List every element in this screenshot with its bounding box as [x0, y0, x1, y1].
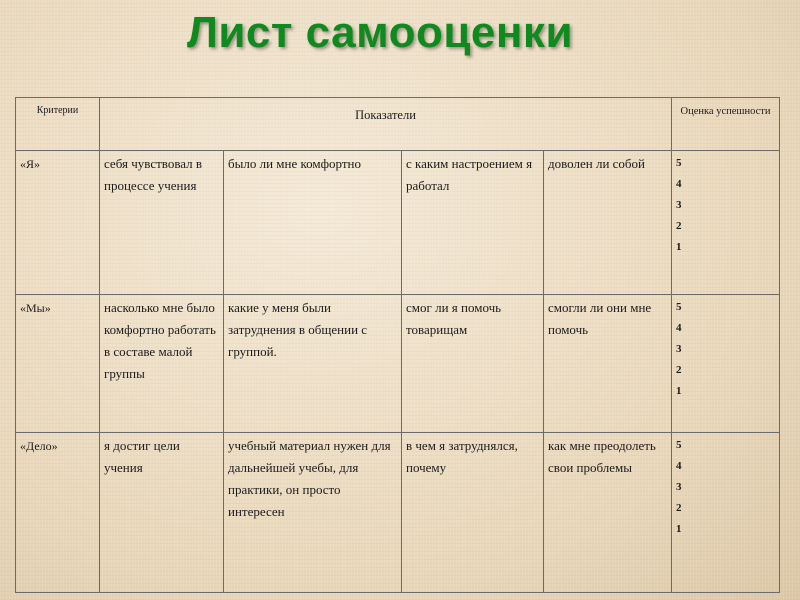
indicator-cell: смог ли я помочь товарищам — [402, 295, 544, 433]
score-value: 1 — [676, 523, 682, 535]
score-value: 2 — [676, 502, 682, 514]
score-value: 1 — [676, 241, 682, 253]
indicator-cell: учебный материал нужен для дальнейшей учебы, для практики, он просто интересен — [224, 433, 402, 593]
score-value: 5 — [676, 301, 682, 313]
indicator-cell: в чем я затруднялся, почему — [402, 433, 544, 593]
indicator-cell: насколько мне было комфортно работать в составе малой группы — [100, 295, 224, 433]
table-row — [16, 151, 780, 295]
indicator-cell: доволен ли собой — [544, 151, 672, 295]
score-value: 2 — [676, 220, 682, 232]
score-value: 5 — [676, 439, 682, 451]
table-header-row — [16, 98, 780, 151]
score-value: 4 — [676, 322, 682, 334]
header-indicators: Показатели — [100, 98, 672, 151]
header-score: Оценка успешности — [672, 98, 780, 151]
indicator-cell: как мне преодолеть свои проблемы — [544, 433, 672, 593]
score-value: 3 — [676, 199, 682, 211]
score-cell — [672, 433, 780, 593]
score-cell — [672, 295, 780, 433]
score-value: 3 — [676, 481, 682, 493]
indicator-cell: я достиг цели учения — [100, 433, 224, 593]
score-value: 1 — [676, 385, 682, 397]
score-value: 4 — [676, 460, 682, 472]
indicator-cell: какие у меня были затруднения в общении с группой. — [224, 295, 402, 433]
indicator-cell: смогли ли они мне помочь — [544, 295, 672, 433]
indicator-cell: с каким настроением я работал — [402, 151, 544, 295]
score-cell — [672, 151, 780, 295]
criterion-cell: «Дело» — [16, 433, 100, 593]
score-value: 2 — [676, 364, 682, 376]
table-row — [16, 295, 780, 433]
score-value: 4 — [676, 178, 682, 190]
self-assessment-table — [15, 97, 780, 593]
page-title: Лист самооценки — [186, 8, 574, 57]
indicator-cell: было ли мне комфортно — [224, 151, 402, 295]
header-criteria: Критерии — [16, 98, 100, 151]
indicator-cell: себя чувствовал в процессе учения — [100, 151, 224, 295]
score-value: 3 — [676, 343, 682, 355]
table-row — [16, 433, 780, 593]
criterion-cell: «Я» — [16, 151, 100, 295]
criterion-cell: «Мы» — [16, 295, 100, 433]
score-value: 5 — [676, 157, 682, 169]
